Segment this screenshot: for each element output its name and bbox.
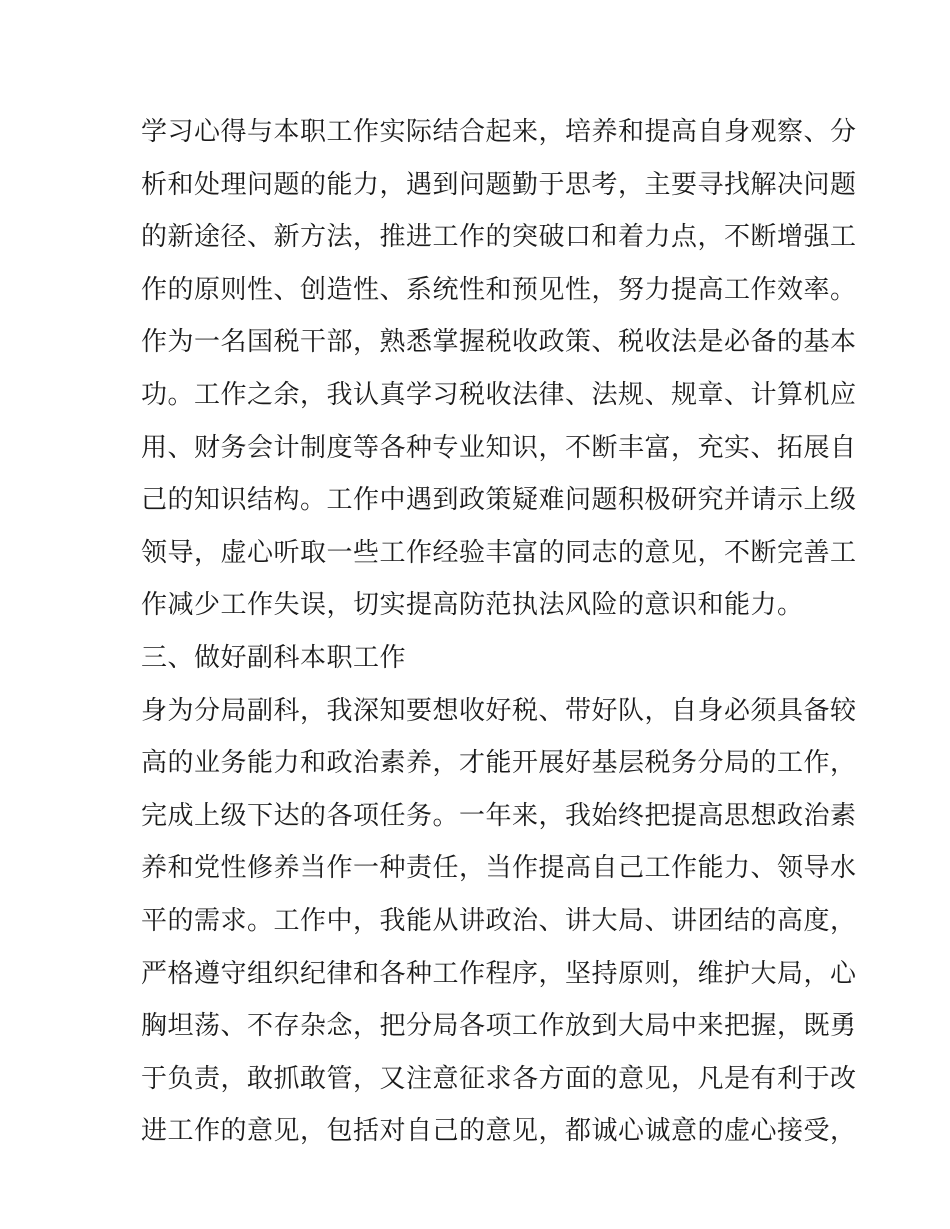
text-line: 学习心得与本职工作实际结合起来，培养和提高自身观察、分	[141, 117, 857, 147]
text-line: 功。工作之余，我认真学习税收法律、法规、规章、计算机应	[141, 379, 857, 410]
text-line: 严格遵守组织纪律和各种工作程序，坚持原则，维护大局，心	[141, 958, 857, 989]
text-line: 作减少工作失误，切实提高防范执法风险的意识和能力。	[141, 590, 804, 621]
text-line: 胸坦荡、不存杂念，把分局各项工作放到大局中来把握，既勇	[141, 1011, 857, 1042]
text-line: 高的业务能力和政治素养，才能开展好基层税务分局的工作，	[141, 748, 857, 779]
body-text	[141, 106, 857, 1158]
text-line: 己的知识结构。工作中遇到政策疑难问题积极研究并请示上级	[141, 485, 857, 516]
text-line: 的新途径、新方法，推进工作的突破口和着力点，不断增强工	[141, 222, 857, 253]
text-line: 作的原则性、创造性、系统性和预见性，努力提高工作效率。	[141, 274, 857, 305]
text-line: 养和党性修养当作一种责任，当作提高自己工作能力、领导水	[141, 853, 857, 884]
text-line: 领导，虚心听取一些工作经验丰富的同志的意见，不断完善工	[141, 537, 857, 568]
text-line: 身为分局副科，我深知要想收好税、带好队，自身必须具备较	[141, 695, 857, 726]
text-line: 平的需求。工作中，我能从讲政治、讲大局、讲团结的高度，	[141, 905, 857, 936]
text-line: 完成上级下达的各项任务。一年来，我始终把提高思想政治素	[141, 800, 857, 831]
text-line: 进工作的意见，包括对自己的意见，都诚心诚意的虚心接受，	[141, 1116, 857, 1147]
section-heading: 三、做好副科本职工作	[141, 642, 407, 673]
text-line: 用、财务会计制度等各种专业知识，不断丰富，充实、拓展自	[141, 432, 857, 463]
text-line: 作为一名国税干部，熟悉掌握税收政策、税收法是必备的基本	[141, 327, 857, 358]
text-line: 于负责，敢抓敢管，又注意征求各方面的意见，凡是有利于改	[141, 1063, 857, 1094]
text-line: 析和处理问题的能力，遇到问题勤于思考，主要寻找解决问题	[141, 169, 857, 200]
